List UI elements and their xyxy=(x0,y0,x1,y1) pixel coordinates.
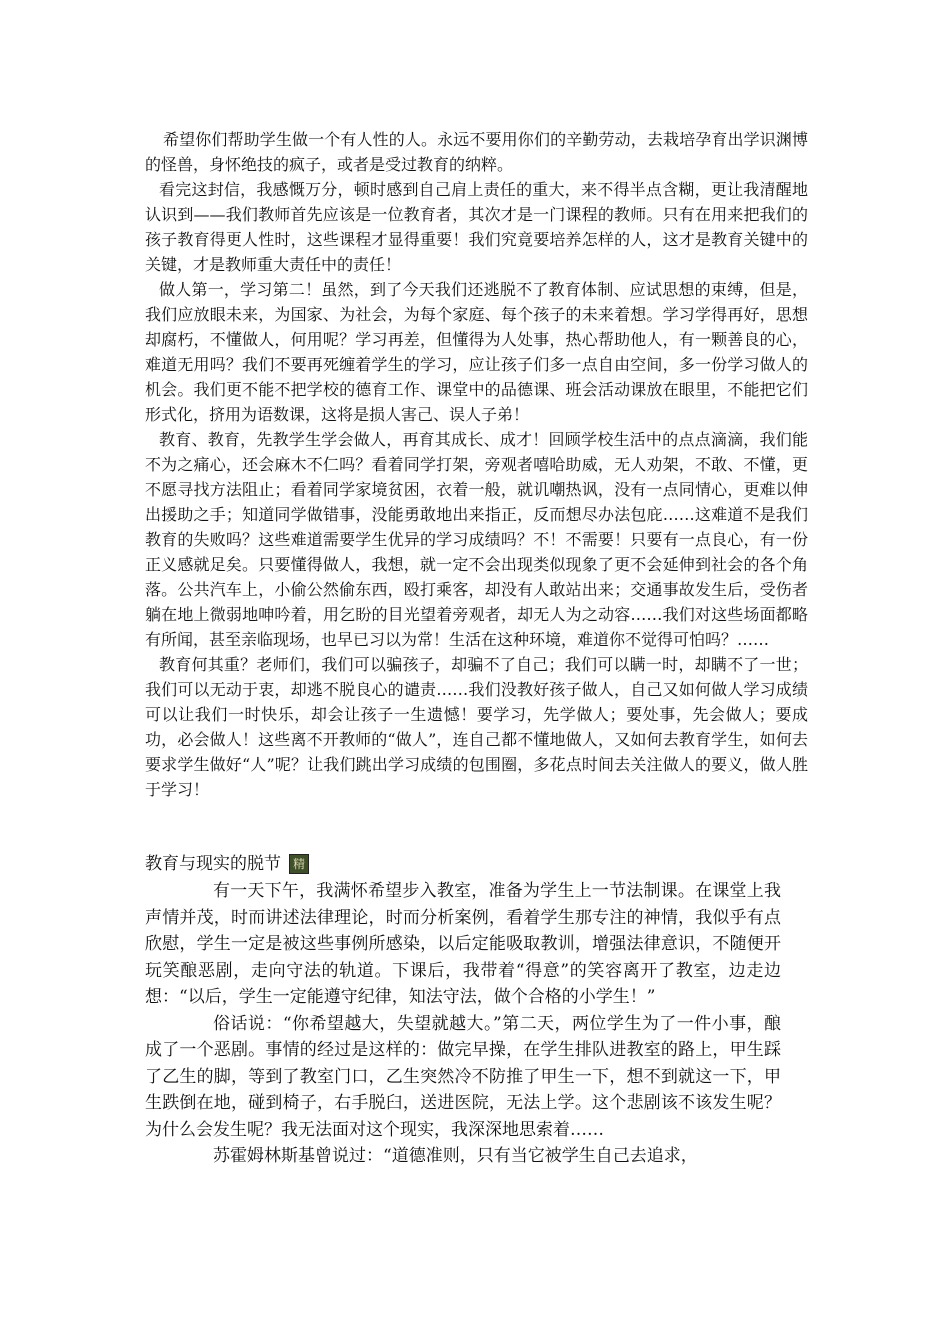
essence-badge-icon: 精 xyxy=(289,854,309,874)
section-title: 教育与现实的脱节 xyxy=(145,854,281,874)
section-heading xyxy=(145,851,309,877)
paragraph: 做人第一，学习第二！虽然，到了今天我们还逃脱不了教育体制、应试思想的束缚，但是，我们应放眼未来，为国家、为社会，为每个家庭、每个孩子的未来着想。学习学得再好，思想却腐朽，不懂做人，何用呢？学习再差，但懂得为人处事，热心帮助他人，有一颗善良的心，难道无用吗？我们不要再死缠着学生的学习，应让孩子们多一点自由空间，多一份学习做人的机会。我们更不能不把学校的德育工作、课堂中的品德课、班会活动课放在眼里，不能把它们形式化，挤用为语数课，这将是损人害己、误人子弟！ xyxy=(145,280,808,424)
section-body xyxy=(145,878,781,1170)
paragraph: 有一天下午，我满怀希望步入教室，准备为学生上一节法制课。在课堂上我声情并茂，时而讲述法律理论，时而分析案例，看着学生那专注的神情，我似乎有点欣慰，学生一定是被这些事例所感染，以后定能吸取教训，增强法律意识，不随便开玩笑酿恶剧，走向守法的轨道。下课后，我带着“得意”的笑容离开了教室，边走边想：“以后，学生一定能遵守纪律，知法守法，做个合格的小学生！” xyxy=(145,881,781,1007)
paragraph: 希望你们帮助学生做一个有人性的人。永远不要用你们的辛勤劳动，去栽培孕育出学识渊博的怪兽，身怀绝技的疯子，或者是受过教育的纳粹。 xyxy=(145,130,808,174)
paragraph: 教育何其重？老师们，我们可以骗孩子，却骗不了自己；我们可以瞒一时，却瞒不了一世；我们可以无动于衷，却逃不脱良心的谴责……我们没教好孩子做人，自己又如何做人学习成绩可以让我们一时快乐，却会让孩子一生遗憾！要学习，先学做人；要处事，先会做人；要成功，必会做人！这些离不开教师的“做人”，连自己都不懂地做人，又如何去教育学生，如何去要求学生做好“人”呢？让我们跳出学习成绩的包围圈，多花点时间去关注做人的要义，做人胜于学习！ xyxy=(145,655,808,799)
paragraph: 看完这封信，我感慨万分，顿时感到自己肩上责任的重大，来不得半点含糊，更让我清醒地认识到——我们教师首先应该是一位教育者，其次才是一门课程的教师。只有在用来把我们的孩子教育得更人性时，这些课程才显得重要！我们究竟要培养怎样的人，这才是教育关键中的关键，才是教师重大责任中的责任！ xyxy=(145,180,808,274)
paragraph: 俗话说：“你希望越大，失望就越大。”第二天，两位学生为了一件小事，酿成了一个恶剧。事情的经过是这样的：做完早操，在学生排队进教室的路上，甲生踩了乙生的脚，等到了教室门口，乙生突然冷不防推了甲生一下，想不到就这一下，甲生跌倒在地，碰到椅子，右手脱臼，送进医院，无法上学。这个悲剧该不该发生呢？为什么会发生呢？我无法面对这个现实，我深深地思索着…… xyxy=(145,1013,781,1140)
paragraph: 教育、教育，先教学生学会做人，再育其成长、成才！回顾学校生活中的点点滴滴，我们能不为之痛心，还会麻木不仁吗？看着同学打架，旁观者嘻哈助威，无人劝架，不敢、不懂，更不愿寻找方法阻止；看着同学家境贫困，衣着一般，就讥嘲热讽，没有一点同情心，更难以伸出援助之手；知道同学做错事，没能勇敢地出来指正，反而想尽办法包庇……这难道不是我们教育的失败吗？这些难道需要学生优异的学习成绩吗？不！不需要！只要有一点良心，有一份正义感就足矣。只要懂得做人，我想，就一定不会出现类似现象了更不会延伸到社会的各个角落。公共汽车上，小偷公然偷东西，殴打乘客，却没有人敢站出来；交通事故发生后，受伤者躺在地上微弱地呻吟着，用乞盼的目光望着旁观者，却无人为之动容……我们对这些场面都略有所闻，甚至亲临现场，也早已习以为常！生活在这种环境，难道你不觉得可怕吗？…… xyxy=(145,430,808,649)
essay-continuation xyxy=(145,127,808,802)
paragraph: 苏霍姆林斯基曾说过：“道德准则，只有当它被学生自己去追求， xyxy=(213,1146,698,1166)
